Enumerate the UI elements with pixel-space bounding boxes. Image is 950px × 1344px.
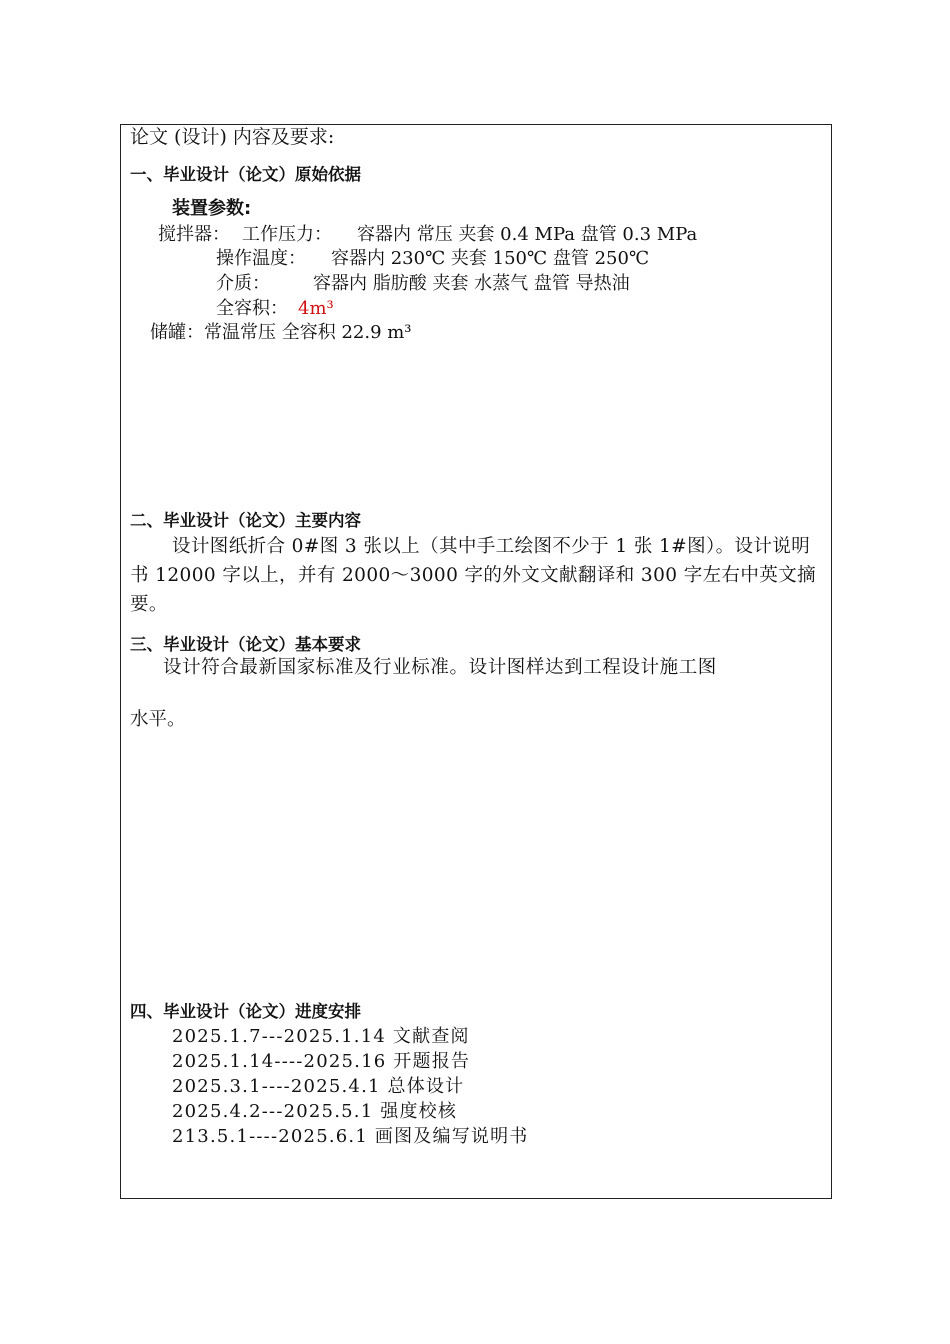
medium-values: 容器内 脂肪酸 夹套 水蒸气 盘管 导热油 xyxy=(313,273,630,294)
volume-value: 4m³ xyxy=(298,298,334,319)
pressure-values: 容器内 常压 夹套 0.4 MPa 盘管 0.3 MPa xyxy=(357,224,698,245)
section2-title: 二、毕业设计（论文）主要内容 xyxy=(130,511,361,530)
schedule-item: 2025.1.14----2025.16 开题报告 xyxy=(172,1051,471,1072)
volume-label: 全容积： xyxy=(216,298,288,319)
pressure-label: 工作压力： xyxy=(242,224,332,245)
section1-title: 一、毕业设计（论文）原始依据 xyxy=(130,165,361,184)
section1-subtitle: 装置参数: xyxy=(172,198,252,219)
page-header: 论文 (设计) 内容及要求: xyxy=(130,126,335,148)
tank-spec: 储罐：常温常压 全容积 22.9 m³ xyxy=(150,322,412,343)
schedule-item: 2025.1.7---2025.1.14 文献查阅 xyxy=(172,1026,470,1047)
schedule-item: 2025.4.2---2025.5.1 强度校核 xyxy=(172,1101,458,1122)
section3-line2: 水平。 xyxy=(130,709,186,730)
section3-title: 三、毕业设计（论文）基本要求 xyxy=(130,635,361,654)
section2-body: 设计图纸折合 0#图 3 张以上（其中手工绘图不少于 1 张 1#图）。设计说明书 12000 字以上，并有 2000～3000 字的外文文献翻译和 300 字左右中英文摘要。 xyxy=(130,536,817,615)
medium-label: 介质： xyxy=(216,273,270,294)
temp-label: 操作温度： xyxy=(216,248,306,269)
mixer-label: 搅拌器： xyxy=(158,224,230,245)
schedule-item: 2025.3.1----2025.4.1 总体设计 xyxy=(172,1076,465,1097)
section4-title: 四、毕业设计（论文）进度安排 xyxy=(130,1002,361,1021)
section3-line1: 设计符合最新国家标准及行业标准。设计图样达到工程设计施工图 xyxy=(163,657,717,678)
schedule-item: 213.5.1----2025.6.1 画图及编写说明书 xyxy=(172,1126,529,1147)
temp-values: 容器内 230℃ 夹套 150℃ 盘管 250℃ xyxy=(331,248,650,269)
